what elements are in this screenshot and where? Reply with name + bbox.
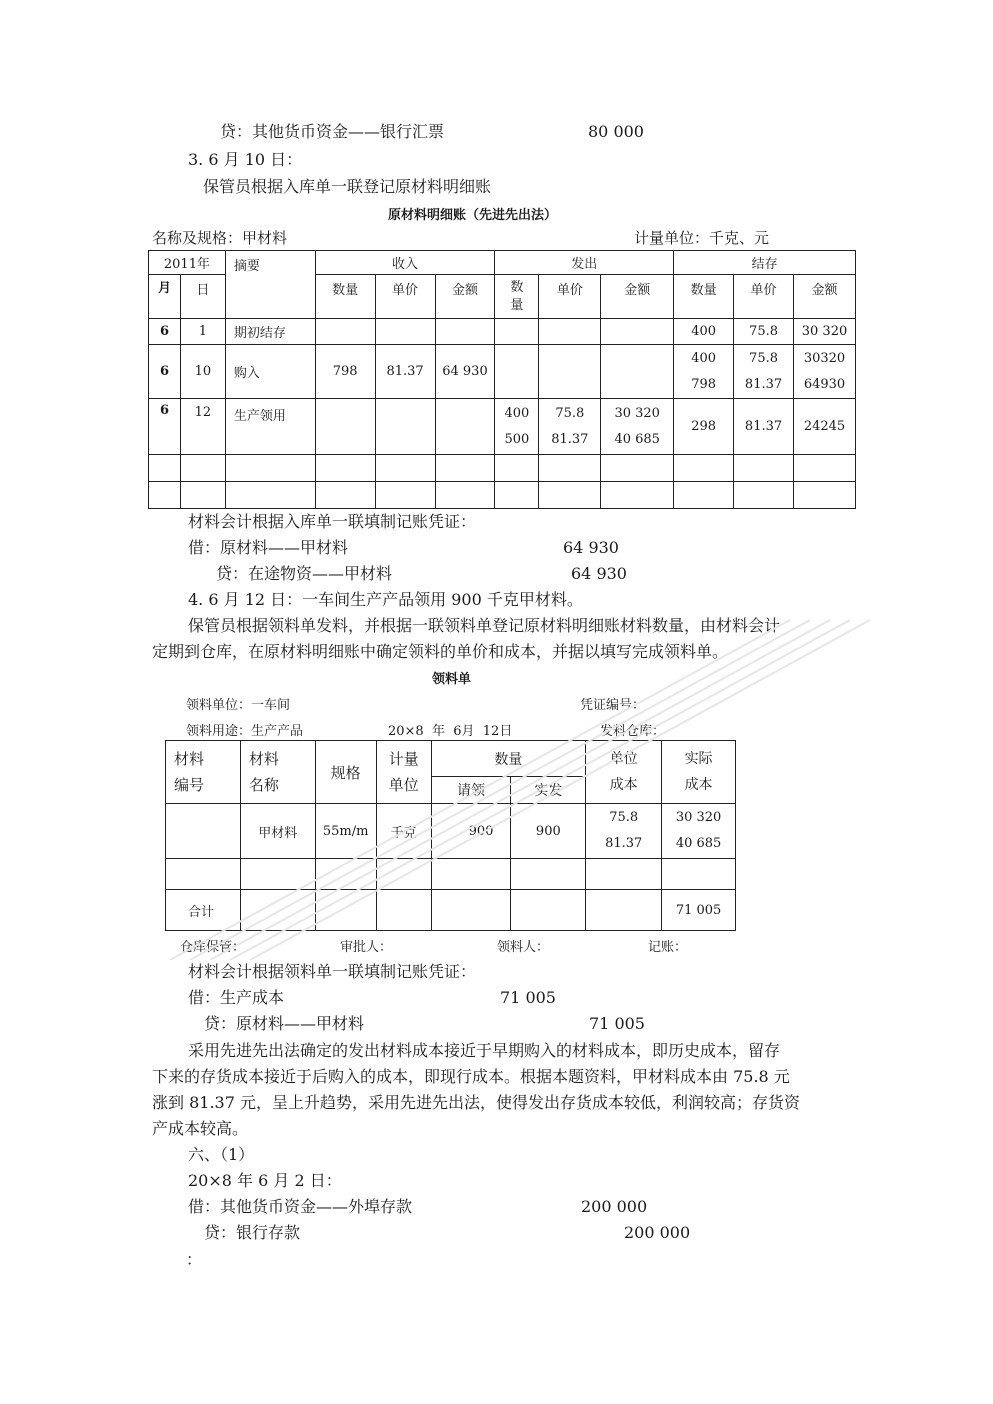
req-debit-entry: 借：生产成本 — [188, 988, 285, 1007]
header-year: 2011年 — [149, 251, 226, 275]
row-out-price: 75.8 81.37 — [539, 399, 601, 455]
row-summary: 生产领用 — [225, 399, 315, 455]
ledger-table — [148, 250, 856, 509]
row-day: 10 — [180, 345, 225, 399]
header-material-name: 材料 名称 — [240, 741, 315, 804]
analysis-line-4: 产成本较高。 — [152, 1119, 249, 1138]
table-row-empty — [149, 482, 856, 509]
row-in-amount: 64 930 — [435, 345, 495, 399]
section6-credit-amount: 200 000 — [624, 1223, 691, 1242]
requisition-date: 20×8 年 6月 12日 — [388, 724, 513, 739]
header-material-no: 材料 编号 — [166, 741, 241, 804]
row-in-qty — [315, 399, 375, 455]
row-measure-unit: 千克 — [376, 804, 431, 859]
section6-date: 20×8 年 6 月 2 日： — [188, 1171, 342, 1190]
analysis-line-1: 采用先进先出法确定的发出材料成本接近于早期购入的材料成本，即历史成本，留存 — [188, 1041, 781, 1060]
row-bal-price: 75.8 81.37 — [734, 345, 794, 399]
row-bal-qty: 400 — [674, 319, 734, 345]
ledger-title: 原材料明细账（先进先出法） — [388, 208, 558, 223]
header-receipt: 收入 — [315, 251, 495, 275]
row-out-price — [539, 345, 601, 399]
requisition-unit: 领料单位：一车间 — [186, 698, 291, 713]
header-in-price: 单价 — [375, 275, 435, 319]
top-credit-amount: 80 000 — [588, 122, 644, 141]
row-unit-cost: 75.8 81.37 — [586, 804, 662, 859]
header-month: 月 — [149, 275, 181, 319]
table-row-empty — [166, 859, 736, 890]
table-row — [166, 804, 736, 859]
req-credit-amount: 71 005 — [589, 1014, 645, 1033]
row-month: 6 — [149, 399, 181, 455]
requisition-table — [165, 740, 736, 931]
header-quantity: 数量 — [431, 741, 586, 777]
step3-title: 3. 6 月 10 日： — [188, 150, 303, 169]
row-in-price — [375, 399, 435, 455]
row-in-amount — [435, 399, 495, 455]
ledger-name-spec: 名称及规格：甲材料 — [152, 229, 288, 247]
ledger-debit-amount: 64 930 — [563, 538, 619, 557]
header-actual-cost: 实际 成本 — [662, 741, 736, 804]
header-summary: 摘要 — [225, 251, 315, 319]
row-bal-amount: 30 320 — [794, 319, 856, 345]
header-out-price: 单价 — [539, 275, 601, 319]
row-month: 6 — [149, 319, 181, 345]
requisition-purpose: 领料用途：生产产品 — [186, 724, 304, 739]
row-out-amount: 30 320 40 685 — [601, 399, 674, 455]
top-credit-entry: 贷：其他货币资金——银行汇票 — [220, 122, 445, 141]
row-spec: 55m/m — [315, 804, 376, 859]
analysis-line-3: 涨到 81.37 元，呈上升趋势，采用先进先出法，使得发出存货成本较低，利润较高；存货资 — [152, 1093, 800, 1112]
ledger-debit-entry: 借：原材料——甲材料 — [188, 538, 349, 557]
ledger-voucher-intro: 材料会计根据入库单一联填制记账凭证： — [188, 512, 477, 531]
row-summary: 购入 — [225, 345, 315, 399]
requisition-voucher-no: 凭证编号： — [580, 698, 646, 713]
requisition-warehouse: 发料仓库： — [600, 724, 666, 739]
header-in-amount: 金额 — [435, 275, 495, 319]
row-bal-price: 75.8 — [734, 319, 794, 345]
row-out-qty — [495, 345, 539, 399]
req-debit-amount: 71 005 — [500, 988, 556, 1007]
row-material-name: 甲材料 — [240, 804, 315, 859]
row-out-price — [539, 319, 601, 345]
header-balance: 结存 — [674, 251, 856, 275]
row-month: 6 — [149, 345, 181, 399]
analysis-line-2: 下来的存货成本接近于后购入的成本，即现行成本。根据本题资料，甲材料成本由 75.8 元 — [152, 1067, 790, 1086]
table-row — [149, 399, 856, 455]
req-voucher-intro: 材料会计根据领料单一联填制记账凭证： — [188, 962, 477, 981]
header-bal-amount: 金额 — [794, 275, 856, 319]
row-in-amount — [435, 319, 495, 345]
row-actual-issued: 900 — [511, 804, 586, 859]
row-in-qty — [315, 319, 375, 345]
header-day: 日 — [180, 275, 225, 319]
signature-warehouse: 仓库保管： — [180, 940, 246, 955]
section6-debit-entry: 借：其他货币资金——外埠存款 — [188, 1197, 413, 1216]
header-issue: 发出 — [495, 251, 674, 275]
table-row-empty — [149, 455, 856, 482]
header-bal-price: 单价 — [734, 275, 794, 319]
section6-debit-amount: 200 000 — [581, 1197, 648, 1216]
header-requested: 请领 — [431, 777, 511, 804]
header-out-amount: 金额 — [601, 275, 674, 319]
ledger-unit: 计量单位：千克、元 — [634, 229, 770, 247]
row-in-price — [375, 319, 435, 345]
header-measure-unit: 计量 单位 — [376, 741, 431, 804]
row-day: 1 — [180, 319, 225, 345]
row-requested: 900 — [431, 804, 511, 859]
header-in-qty: 数量 — [315, 275, 375, 319]
row-bal-qty: 298 — [674, 399, 734, 455]
header-unit-cost: 单位 成本 — [586, 741, 662, 804]
header-spec: 规格 — [315, 741, 376, 804]
total-amount: 71 005 — [662, 890, 736, 931]
signature-receiver: 领料人： — [497, 940, 550, 955]
requisition-title: 领料单 — [432, 672, 472, 687]
step3-description: 保管员根据入库单一联登记原材料明细账 — [203, 177, 492, 196]
signature-approver: 审批人： — [340, 940, 393, 955]
row-in-price: 81.37 — [375, 345, 435, 399]
row-bal-price: 81.37 — [734, 399, 794, 455]
total-label: 合计 — [166, 890, 241, 931]
req-credit-entry: 贷：原材料——甲材料 — [204, 1014, 365, 1033]
ledger-credit-amount: 64 930 — [571, 564, 627, 583]
row-out-amount — [601, 319, 674, 345]
table-row — [149, 345, 856, 399]
step4-title: 4. 6 月 12 日：一车间生产产品领用 900 千克甲材料。 — [188, 590, 583, 609]
table-row — [149, 319, 856, 345]
step4-description-2: 定期到仓库，在原材料明细账中确定领料的单价和成本，并据以填写完成领料单。 — [152, 642, 729, 661]
row-day: 12 — [180, 399, 225, 455]
row-bal-amount: 24245 — [794, 399, 856, 455]
signature-bookkeeper: 记账： — [648, 940, 688, 955]
trailing-mark: ： — [186, 1250, 203, 1269]
row-bal-qty: 400 798 — [674, 345, 734, 399]
step4-description-1: 保管员根据领料单发料，并根据一联领料单登记原材料明细账材料数量，由材料会计 — [188, 616, 781, 635]
row-bal-amount: 30320 64930 — [794, 345, 856, 399]
table-row-total — [166, 890, 736, 931]
row-in-qty: 798 — [315, 345, 375, 399]
row-out-qty — [495, 319, 539, 345]
row-summary: 期初结存 — [225, 319, 315, 345]
ledger-credit-entry: 贷：在途物资——甲材料 — [216, 564, 393, 583]
row-out-qty: 400 500 — [495, 399, 539, 455]
header-actual-issued: 实发 — [511, 777, 586, 804]
row-out-amount — [601, 345, 674, 399]
header-bal-qty: 数量 — [674, 275, 734, 319]
header-out-qty: 数 量 — [495, 275, 539, 319]
section6-credit-entry: 贷：银行存款 — [204, 1223, 301, 1242]
row-actual-cost: 30 320 40 685 — [662, 804, 736, 859]
section6-title: 六、（1） — [188, 1145, 255, 1164]
